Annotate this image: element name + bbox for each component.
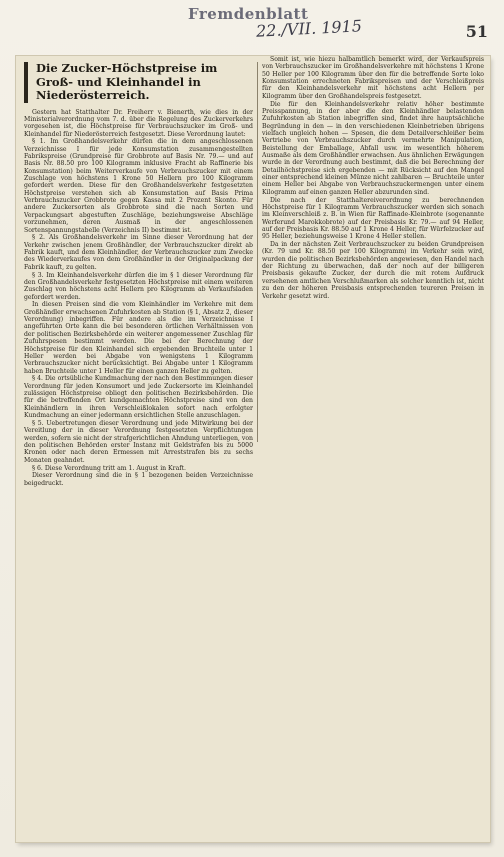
article-paragraph: Da in der nächsten Zeit Verbrauchszucker zu beiden Grundpreisen (Kr. 79 und Kr. 88.50 per 100 Kilogramm) im Verkehr sein wird, wurden die politischen Bezirksbehörden angewiesen, den Handel nach der Richtung zu überwachen, daß der noch auf der billigeren Preisbasis gekaufte Zucker, der durch die mit rotem Aufdruck versehenen amtlichen Verschlußmarken als solcher kenntlich ist, nicht zu den der höheren Preisbasis entsprechenden teureren Preisen in Verkehr gesetzt wird.	[262, 241, 484, 300]
newspaper-name: Fremdenblatt	[188, 5, 309, 23]
column-divider	[257, 62, 258, 442]
article-paragraph: Gestern hat Statthalter Dr. Freiherr v. Bienerth, wie dies in der Ministerialverordnung vom 7. d. über die Regelung des Zuckerverkehrs vorgesehen ist, die Höchstpreise für Verbrauchszucker im Groß- und Kleinhandel für Niederösterreich festgesetzt. Diese Verordnung lautet:	[24, 108, 253, 138]
page-number: 51	[465, 22, 488, 41]
article-right-column	[262, 56, 484, 442]
article-paragraph: Die für den Kleinhandelsverkehr relativ höher bestimmte Preisspannung, in der aber die den Kleinhändler belastenden Zufuhrkosten ab Station inbegriffen sind, findet ihre hauptsächliche Begründung in den — in den verschiedenen Kleinbetrieben übrigens vielfach ungleich hohen — Spesen, die dem Detailverschleißer beim Vertriebe von Verbrauchszucker durch vermehrte Manipulation, Beistellung der Emballage, Abfall usw. im wesentlich höherem Ausmaße als dem Großhändler erwachsen. Aus ähnlichen Erwägungen wurde in der Verordnung auch bestimmt, daß die bei Berechnung der Detailhöchstpreise sich ergebenden — mit Rücksicht auf den Mangel einer entsprechend kleinen Münze nicht zahlbaren — Bruchteile unter einem Heller bei Abgabe von Verbrauchszuckermengen unter einem Kilogramm auf einen ganzen Heller abzurunden sind.	[262, 100, 484, 196]
article-paragraph: § 3. Im Kleinhandelsverkehr dürfen die im § 1 dieser Verordnung für den Großhandelsverkehr festgesetzten Höchstpreise mit einem weiteren Zuschlag von höchstens acht Hellern pro Kilogramm ab Verkaufsladen gefordert werden.	[24, 271, 253, 301]
article-left-column	[24, 56, 253, 842]
article-paragraph: § 4. Die ortsübliche Kundmachung der nach den Bestimmungen dieser Verordnung für jeden Konsumort und jede Zuckersorte im Kleinhandel zulässigen Höchstpreise obliegt den politischen Bezirksbehörden. Die für die betreffenden Ort kundgemachten Höchstpreise sind von den Kleinhändlern in ihren Verschleißlokalen sofort nach erfolgter Kundmachung an einer jedermann ersichtlichen Stelle anzuschlagen.	[24, 375, 253, 420]
article-paragraph: § 6. Diese Verordnung tritt am 1. August in Kraft.	[32, 464, 186, 472]
article-paragraph: § 5. Uebertretungen dieser Verordnung und jede Mitwirkung bei der Vereitlung der in dieser Verordnung festgesetzten Verpflichtungen werden, sofern sie nicht der strafgerichtlichen Ahndung unterliegen, von den politischen Behörden erster Instanz mit Geldstrafen bis zu 5000 Kronen oder nach deren Ermessen mit Arreststrafen bis zu sechs Monaten geahndet.	[24, 419, 253, 464]
article-paragraph: Somit ist, wie hiezu halbamtlich bemerkt wird, der Verkaufspreis von Verbrauchszucker im Großhandelsverkehre mit höchstens 1 Krone 50 Heller per 100 Kilogramm über den für die betreffende Sorte loko Konsumstation errechneten Fabrikspreisen und der Verschleißpreis für den Kleinhandelsverkehr mit höchstens acht Hellern per Kilogramm über den Großhandelspreis festgesetzt.	[262, 56, 484, 100]
handwritten-date: 22./VII. 1915	[255, 16, 363, 41]
article-paragraph: § 1. Im Großhandelsverkehr dürfen die in dem angeschlossenen Verzeichnisse I für jede Konsumstation zusammengestellten Fabrikspreise (Grundpreise für Grobbrote auf Basis Nr. 79.— und auf Basis Nr. 88.50 pro 100 Kilogramm inklusive Fracht ab Raffinerie bis Konsumstation) beim Weiterverkaufe von Verbrauchszucker mit einem Zuschlage von höchstens 1 Krone 50 Hellern pro 100 Kilogramm gefordert werden. Diese für den Großhandelsverkehr festgesetzten Höchstpreise verstehen sich ab Konsumstation auf Basis Prima Verbrauchszucker Grobbrote gegen Kassa mit 2 Prozent Skonto. Für andere Zuckersorten als Grobbrote sind die nach Sorten und Verpackungsart abgestuften Zuschläge, beziehungsweise Abschläge vorzunehmen, deren Ausmaß in der angeschlossenen Sortenspannungstabelle (Verzeichnis II) bestimmt ist.	[24, 138, 253, 234]
article-paragraph: § 2. Als Großhandelsverkehr im Sinne dieser Verordnung hat der Verkehr zwischen jenem Großhändler, der Verbrauchszucker direkt ab Fabrik kauft, und dem Kleinhändler, der Verbrauchszucker zum Zwecke des Wiederverkaufes von dem Großhändler in der Originalpackung der Fabrik kauft, zu gelten.	[24, 234, 253, 271]
article-paragraph: Die nach der Statthaltereiverordnung zu berechnenden Höchstpreise für 1 Kilogramm Verbrauchszucker werden sich sonach im Kleinverschleiß z. B. in Wien für Raffinade-Kleinbrote (sogenannte Werferund Marokkobrote) auf der Preisbasis Kr. 79.— auf 94 Heller, auf der Preisbasis Kr. 88.50 auf 1 Krone 4 Heller, für Würfelzucker auf 95 Heller, beziehungsweise 1 Krone 4 Heller stellen.	[262, 196, 484, 241]
article-headline: Die Zucker-Höchstpreise im Groß- und Kleinhandel in Niederösterreich.	[36, 61, 218, 102]
newspaper-clipping	[16, 56, 490, 842]
article-paragraph: Dieser Verordnung sind die in § 1 bezogenen beiden Verzeichnisse beigedruckt.	[24, 472, 253, 487]
article-paragraph: In diesen Preisen sind die vom Kleinhändler im Verkehre mit dem Großhändler erwachsenen Zufuhrkosten ab Station (§ 1, Absatz 2, dieser Verordnung) inbegriffen. Für andere als die im Verzeichnisse I angeführten Orte kann die bei besonderen örtlichen Verhältnissen von der politischen Bezirksbehörde ein weiterer angemessener Zuschlag für Zufuhrspesen bestimmt werden. Die bei der Berechnung der Höchstpreise für den Kleinhandel sich ergebenden Bruchteile unter 1 Heller werden bei Abgabe von wenigstens 1 Kilogramm Verbrauchszucker nicht berücksichtigt. Bei Abgabe unter 1 Kilogramm haben Bruchteile unter 1 Heller für einen ganzen Heller zu gelten.	[24, 301, 253, 375]
headline-box	[24, 62, 253, 103]
